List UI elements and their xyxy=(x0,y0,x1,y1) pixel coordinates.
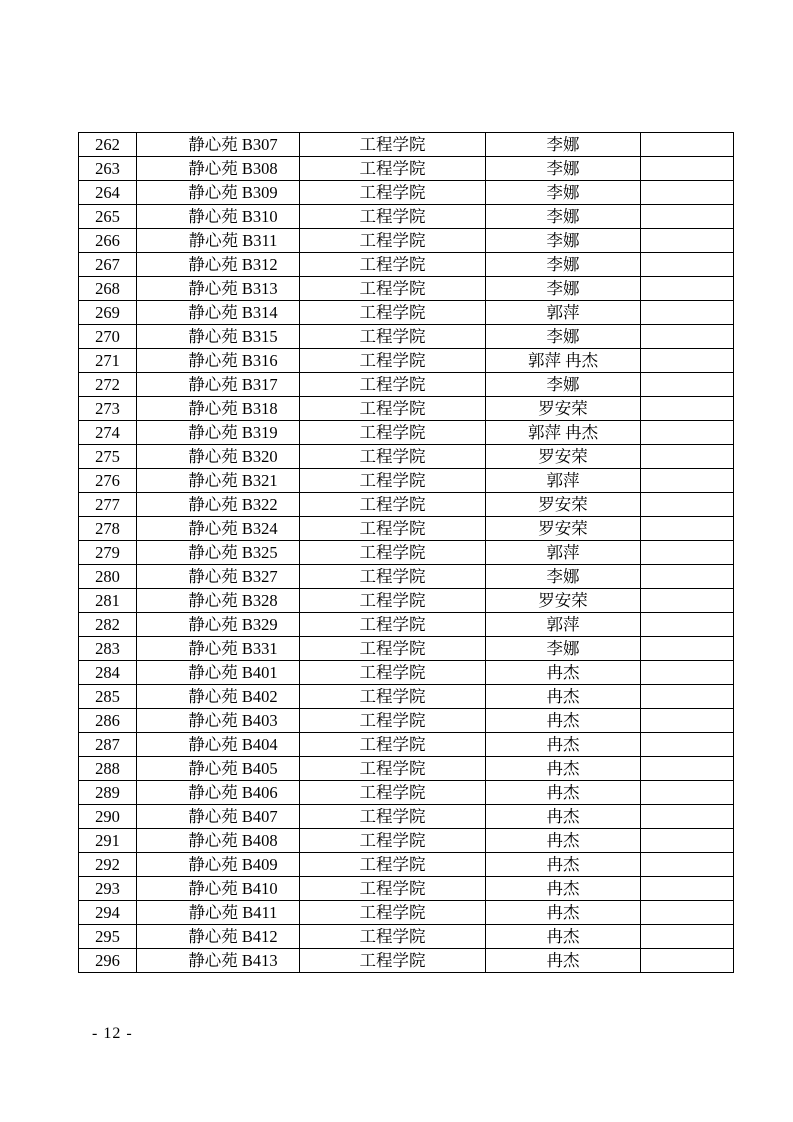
note-cell xyxy=(641,685,734,709)
row-number-cell: 282 xyxy=(79,613,137,637)
note-cell xyxy=(641,565,734,589)
responsible-person-cell: 冉杰 xyxy=(486,877,641,901)
note-cell xyxy=(641,397,734,421)
responsible-person-cell: 冉杰 xyxy=(486,901,641,925)
room-cell: 静心苑 B403 xyxy=(137,709,300,733)
note-cell xyxy=(641,541,734,565)
table-row xyxy=(79,421,734,445)
college-cell: 工程学院 xyxy=(300,565,486,589)
table-row xyxy=(79,805,734,829)
note-cell xyxy=(641,469,734,493)
row-number-cell: 272 xyxy=(79,373,137,397)
responsible-person-cell: 冉杰 xyxy=(486,757,641,781)
room-cell: 静心苑 B313 xyxy=(137,277,300,301)
row-number-cell: 276 xyxy=(79,469,137,493)
table-row xyxy=(79,445,734,469)
responsible-person-cell: 郭萍 xyxy=(486,541,641,565)
responsible-person-cell: 冉杰 xyxy=(486,829,641,853)
room-cell: 静心苑 B311 xyxy=(137,229,300,253)
college-cell: 工程学院 xyxy=(300,301,486,325)
college-cell: 工程学院 xyxy=(300,397,486,421)
note-cell xyxy=(641,445,734,469)
table-row xyxy=(79,301,734,325)
responsible-person-cell: 罗安荣 xyxy=(486,397,641,421)
college-cell: 工程学院 xyxy=(300,853,486,877)
college-cell: 工程学院 xyxy=(300,133,486,157)
room-cell: 静心苑 B328 xyxy=(137,589,300,613)
responsible-person-cell: 冉杰 xyxy=(486,805,641,829)
room-cell: 静心苑 B412 xyxy=(137,925,300,949)
responsible-person-cell: 郭萍 冉杰 xyxy=(486,421,641,445)
room-cell: 静心苑 B319 xyxy=(137,421,300,445)
note-cell xyxy=(641,805,734,829)
row-number-cell: 262 xyxy=(79,133,137,157)
college-cell: 工程学院 xyxy=(300,229,486,253)
note-cell xyxy=(641,301,734,325)
table-row xyxy=(79,925,734,949)
row-number-cell: 278 xyxy=(79,517,137,541)
table-row xyxy=(79,493,734,517)
college-cell: 工程学院 xyxy=(300,925,486,949)
college-cell: 工程学院 xyxy=(300,349,486,373)
note-cell xyxy=(641,421,734,445)
note-cell xyxy=(641,709,734,733)
college-cell: 工程学院 xyxy=(300,157,486,181)
note-cell xyxy=(641,493,734,517)
row-number-cell: 273 xyxy=(79,397,137,421)
note-cell xyxy=(641,853,734,877)
note-cell xyxy=(641,253,734,277)
responsible-person-cell: 李娜 xyxy=(486,229,641,253)
room-cell: 静心苑 B331 xyxy=(137,637,300,661)
responsible-person-cell: 罗安荣 xyxy=(486,493,641,517)
table-row xyxy=(79,637,734,661)
row-number-cell: 283 xyxy=(79,637,137,661)
room-cell: 静心苑 B411 xyxy=(137,901,300,925)
table-row xyxy=(79,373,734,397)
note-cell xyxy=(641,637,734,661)
college-cell: 工程学院 xyxy=(300,445,486,469)
responsible-person-cell: 李娜 xyxy=(486,133,641,157)
college-cell: 工程学院 xyxy=(300,613,486,637)
row-number-cell: 275 xyxy=(79,445,137,469)
table-row xyxy=(79,901,734,925)
room-cell: 静心苑 B327 xyxy=(137,565,300,589)
college-cell: 工程学院 xyxy=(300,685,486,709)
responsible-person-cell: 冉杰 xyxy=(486,661,641,685)
room-cell: 静心苑 B325 xyxy=(137,541,300,565)
row-number-cell: 267 xyxy=(79,253,137,277)
row-number-cell: 271 xyxy=(79,349,137,373)
table-row xyxy=(79,565,734,589)
row-number-cell: 296 xyxy=(79,949,137,973)
row-number-cell: 277 xyxy=(79,493,137,517)
table-row xyxy=(79,157,734,181)
responsible-person-cell: 李娜 xyxy=(486,205,641,229)
responsible-person-cell: 冉杰 xyxy=(486,685,641,709)
responsible-person-cell: 冉杰 xyxy=(486,781,641,805)
responsible-person-cell: 李娜 xyxy=(486,373,641,397)
room-cell: 静心苑 B317 xyxy=(137,373,300,397)
table-row xyxy=(79,877,734,901)
table-row xyxy=(79,253,734,277)
responsible-person-cell: 李娜 xyxy=(486,253,641,277)
note-cell xyxy=(641,589,734,613)
row-number-cell: 289 xyxy=(79,781,137,805)
college-cell: 工程学院 xyxy=(300,709,486,733)
row-number-cell: 285 xyxy=(79,685,137,709)
table-row xyxy=(79,829,734,853)
responsible-person-cell: 冉杰 xyxy=(486,709,641,733)
college-cell: 工程学院 xyxy=(300,661,486,685)
college-cell: 工程学院 xyxy=(300,637,486,661)
room-cell: 静心苑 B312 xyxy=(137,253,300,277)
table-row xyxy=(79,685,734,709)
room-cell: 静心苑 B318 xyxy=(137,397,300,421)
note-cell xyxy=(641,925,734,949)
responsible-person-cell: 罗安荣 xyxy=(486,445,641,469)
note-cell xyxy=(641,373,734,397)
room-cell: 静心苑 B315 xyxy=(137,325,300,349)
dormitory-table-body xyxy=(79,133,734,973)
note-cell xyxy=(641,901,734,925)
responsible-person-cell: 李娜 xyxy=(486,157,641,181)
note-cell xyxy=(641,229,734,253)
note-cell xyxy=(641,949,734,973)
college-cell: 工程学院 xyxy=(300,589,486,613)
note-cell xyxy=(641,877,734,901)
responsible-person-cell: 冉杰 xyxy=(486,853,641,877)
table-row xyxy=(79,613,734,637)
table-row xyxy=(79,757,734,781)
responsible-person-cell: 李娜 xyxy=(486,277,641,301)
row-number-cell: 292 xyxy=(79,853,137,877)
row-number-cell: 269 xyxy=(79,301,137,325)
room-cell: 静心苑 B407 xyxy=(137,805,300,829)
responsible-person-cell: 李娜 xyxy=(486,325,641,349)
college-cell: 工程学院 xyxy=(300,469,486,493)
row-number-cell: 263 xyxy=(79,157,137,181)
room-cell: 静心苑 B406 xyxy=(137,781,300,805)
room-cell: 静心苑 B314 xyxy=(137,301,300,325)
table-row xyxy=(79,517,734,541)
college-cell: 工程学院 xyxy=(300,829,486,853)
note-cell xyxy=(641,157,734,181)
responsible-person-cell: 李娜 xyxy=(486,565,641,589)
college-cell: 工程学院 xyxy=(300,325,486,349)
responsible-person-cell: 冉杰 xyxy=(486,733,641,757)
room-cell: 静心苑 B405 xyxy=(137,757,300,781)
row-number-cell: 266 xyxy=(79,229,137,253)
responsible-person-cell: 冉杰 xyxy=(486,925,641,949)
row-number-cell: 264 xyxy=(79,181,137,205)
room-cell: 静心苑 B410 xyxy=(137,877,300,901)
table-row xyxy=(79,853,734,877)
college-cell: 工程学院 xyxy=(300,493,486,517)
note-cell xyxy=(641,277,734,301)
college-cell: 工程学院 xyxy=(300,877,486,901)
responsible-person-cell: 郭萍 xyxy=(486,301,641,325)
college-cell: 工程学院 xyxy=(300,757,486,781)
room-cell: 静心苑 B401 xyxy=(137,661,300,685)
college-cell: 工程学院 xyxy=(300,253,486,277)
note-cell xyxy=(641,181,734,205)
table-row xyxy=(79,733,734,757)
responsible-person-cell: 罗安荣 xyxy=(486,517,641,541)
note-cell xyxy=(641,757,734,781)
table-row xyxy=(79,949,734,973)
row-number-cell: 281 xyxy=(79,589,137,613)
note-cell xyxy=(641,205,734,229)
table-row xyxy=(79,661,734,685)
room-cell: 静心苑 B309 xyxy=(137,181,300,205)
responsible-person-cell: 郭萍 xyxy=(486,469,641,493)
responsible-person-cell: 冉杰 xyxy=(486,949,641,973)
room-cell: 静心苑 B329 xyxy=(137,613,300,637)
note-cell xyxy=(641,781,734,805)
college-cell: 工程学院 xyxy=(300,205,486,229)
college-cell: 工程学院 xyxy=(300,781,486,805)
row-number-cell: 288 xyxy=(79,757,137,781)
room-cell: 静心苑 B413 xyxy=(137,949,300,973)
responsible-person-cell: 郭萍 xyxy=(486,613,641,637)
row-number-cell: 295 xyxy=(79,925,137,949)
row-number-cell: 284 xyxy=(79,661,137,685)
table-row xyxy=(79,133,734,157)
room-cell: 静心苑 B307 xyxy=(137,133,300,157)
responsible-person-cell: 罗安荣 xyxy=(486,589,641,613)
table-row xyxy=(79,589,734,613)
row-number-cell: 270 xyxy=(79,325,137,349)
college-cell: 工程学院 xyxy=(300,541,486,565)
row-number-cell: 274 xyxy=(79,421,137,445)
table-row xyxy=(79,229,734,253)
note-cell xyxy=(641,517,734,541)
note-cell xyxy=(641,829,734,853)
college-cell: 工程学院 xyxy=(300,517,486,541)
table-row xyxy=(79,181,734,205)
college-cell: 工程学院 xyxy=(300,421,486,445)
table-row xyxy=(79,397,734,421)
table-row xyxy=(79,277,734,301)
room-cell: 静心苑 B322 xyxy=(137,493,300,517)
table-row xyxy=(79,469,734,493)
room-cell: 静心苑 B321 xyxy=(137,469,300,493)
room-cell: 静心苑 B320 xyxy=(137,445,300,469)
table-row xyxy=(79,325,734,349)
row-number-cell: 286 xyxy=(79,709,137,733)
row-number-cell: 290 xyxy=(79,805,137,829)
note-cell xyxy=(641,349,734,373)
responsible-person-cell: 李娜 xyxy=(486,637,641,661)
note-cell xyxy=(641,613,734,637)
dormitory-table xyxy=(78,132,734,973)
college-cell: 工程学院 xyxy=(300,277,486,301)
note-cell xyxy=(641,325,734,349)
row-number-cell: 280 xyxy=(79,565,137,589)
room-cell: 静心苑 B324 xyxy=(137,517,300,541)
row-number-cell: 287 xyxy=(79,733,137,757)
row-number-cell: 294 xyxy=(79,901,137,925)
college-cell: 工程学院 xyxy=(300,805,486,829)
college-cell: 工程学院 xyxy=(300,181,486,205)
row-number-cell: 279 xyxy=(79,541,137,565)
row-number-cell: 293 xyxy=(79,877,137,901)
table-row xyxy=(79,349,734,373)
responsible-person-cell: 郭萍 冉杰 xyxy=(486,349,641,373)
note-cell xyxy=(641,733,734,757)
room-cell: 静心苑 B409 xyxy=(137,853,300,877)
college-cell: 工程学院 xyxy=(300,949,486,973)
room-cell: 静心苑 B408 xyxy=(137,829,300,853)
table-row xyxy=(79,541,734,565)
table-row xyxy=(79,709,734,733)
room-cell: 静心苑 B316 xyxy=(137,349,300,373)
college-cell: 工程学院 xyxy=(300,373,486,397)
table-row xyxy=(79,205,734,229)
page-number: - 12 - xyxy=(92,1025,133,1042)
table-row xyxy=(79,781,734,805)
responsible-person-cell: 李娜 xyxy=(486,181,641,205)
room-cell: 静心苑 B402 xyxy=(137,685,300,709)
row-number-cell: 291 xyxy=(79,829,137,853)
college-cell: 工程学院 xyxy=(300,901,486,925)
row-number-cell: 268 xyxy=(79,277,137,301)
note-cell xyxy=(641,661,734,685)
college-cell: 工程学院 xyxy=(300,733,486,757)
room-cell: 静心苑 B308 xyxy=(137,157,300,181)
room-cell: 静心苑 B310 xyxy=(137,205,300,229)
row-number-cell: 265 xyxy=(79,205,137,229)
room-cell: 静心苑 B404 xyxy=(137,733,300,757)
note-cell xyxy=(641,133,734,157)
